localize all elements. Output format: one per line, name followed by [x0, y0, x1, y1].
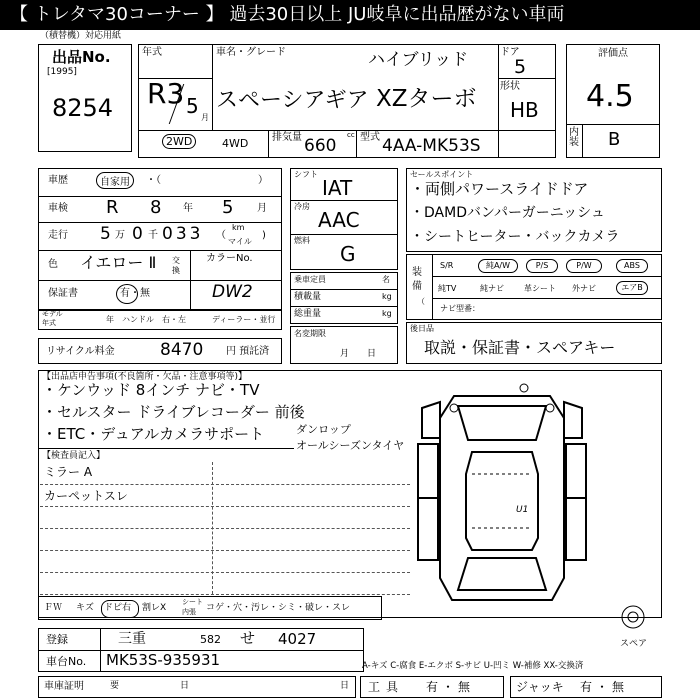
- seller-note-2: ・セルスター ドライブレコーダー 前後: [42, 403, 305, 421]
- equip-alloy: 純A/W: [478, 259, 518, 273]
- chassis-value: MK53S-935931: [106, 651, 221, 669]
- mileage-paren: （: [216, 230, 226, 241]
- seller-note-1: ・ケンウッド 8インチ ナビ・TV: [42, 381, 260, 399]
- car-right-mirror: [564, 402, 582, 438]
- proof-box: [38, 676, 356, 698]
- inspection-year: 8: [150, 197, 162, 218]
- registration-number: 4027: [278, 630, 317, 648]
- year-month: 5: [186, 94, 199, 118]
- lot-label: 出品No.: [52, 48, 111, 66]
- mileage-sen: 0: [132, 224, 143, 244]
- name-grade: XZターボ: [376, 86, 477, 112]
- fuel-label: 燃料: [294, 236, 310, 245]
- floor-seat: シート: [182, 598, 203, 606]
- car-diagram: [414, 378, 590, 608]
- attachments-label: 後日品: [410, 324, 434, 333]
- fuel-value: G: [340, 242, 356, 266]
- shape-value: HB: [510, 98, 539, 122]
- score-value: 4.5: [586, 79, 634, 114]
- model-code-value: 4AA-MK53S: [382, 136, 481, 156]
- tools-label: 工具: [368, 680, 405, 694]
- history-dot: ・（: [146, 175, 161, 186]
- sales-point-3: ・シートヒーター・バックカメラ: [410, 229, 620, 245]
- equip-ext-nav: 外ナビ: [572, 284, 596, 293]
- floor-item-3: 割レX: [142, 603, 167, 613]
- inspector-note-1: ミラー A: [44, 465, 93, 479]
- ac-label: 冷房: [294, 202, 310, 211]
- car-body-outline: [440, 396, 564, 600]
- lot-number: 8254: [52, 94, 114, 122]
- proof-v3: 日: [340, 681, 350, 691]
- capacity-unit3: kg: [382, 309, 392, 318]
- inspection-month: 5: [222, 197, 234, 218]
- tools-value: 有・無: [426, 680, 475, 694]
- name-hybrid: ハイブリッド: [368, 50, 469, 70]
- color-code: DW2: [212, 282, 253, 302]
- capacity-label2: 積載量: [294, 292, 322, 302]
- model-code-label: 型式: [360, 132, 380, 143]
- color-tag: 交換: [172, 256, 180, 275]
- recycle-unit: 円 預託済: [226, 346, 270, 357]
- name-change-unit: 月 日: [340, 349, 377, 359]
- mileage-man: 5: [100, 224, 111, 244]
- proof-v2: 日: [180, 681, 190, 691]
- history-close: ）: [258, 175, 268, 186]
- proof-label: 車庫証明: [44, 681, 84, 692]
- inspection-month-unit: 月: [257, 203, 267, 214]
- proof-v1: 要: [110, 681, 120, 691]
- shift-label: シフト: [294, 170, 318, 179]
- equipment-partial: （: [417, 297, 425, 306]
- color-label: 色: [48, 259, 58, 270]
- sales-points-label: セールスポイント: [410, 170, 474, 179]
- floor-item-2: ドピ右: [104, 603, 132, 613]
- seller-note-extra-2: オールシーズンタイヤ: [296, 439, 405, 452]
- car-hood: [458, 406, 546, 440]
- spare-tire-icon: [620, 604, 646, 630]
- floor-defects: コゲ・穴・汚レ・シミ・破レ・スレ: [206, 603, 351, 613]
- name-change-label: 名変期限: [294, 329, 326, 338]
- capacity-unit1: 名: [382, 275, 390, 284]
- registration-label: 登録: [46, 633, 68, 646]
- floor-item-1: キズ: [76, 603, 94, 613]
- mileage-mile: マイル: [228, 237, 252, 246]
- seller-note-3: ・ETC・デュアルカメラサポート: [42, 425, 265, 443]
- color-code-label: カラーNo.: [206, 253, 253, 264]
- displacement-label: 排気量: [272, 132, 302, 143]
- mileage-rest: 033: [162, 224, 204, 244]
- displacement-value: 660: [304, 136, 337, 156]
- equip-leather: 革シート: [524, 284, 556, 293]
- jack-value: 有・無: [580, 680, 629, 694]
- recycle-label: リサイクル料金: [46, 346, 115, 357]
- inspection-year-unit: 年: [183, 203, 193, 214]
- equip-abs: ABS: [616, 259, 648, 273]
- history-label: 車歴: [48, 175, 68, 186]
- inspection-era: R: [106, 197, 119, 218]
- sales-point-2: ・DAMDバンパーガーニッシュ: [410, 205, 605, 221]
- car-left-mirror: [422, 402, 440, 438]
- floor-label: ＦＷ: [44, 603, 63, 613]
- warranty-label: 保証書: [48, 288, 78, 299]
- lot-sub: [1995]: [47, 67, 77, 77]
- year-era: R3: [147, 77, 185, 110]
- ac-value: AAC: [318, 208, 360, 232]
- score-label: 評価点: [598, 48, 628, 59]
- model-year-label1: モデル: [42, 310, 63, 318]
- car-roof: [466, 452, 538, 550]
- damage-legend: A-キズ C-腐食 E-エクボ S-サビ U-凹ミ W-補修 XX-交換済: [362, 661, 584, 671]
- equip-ps: P/S: [526, 259, 558, 273]
- shape-label: 形状: [500, 81, 520, 92]
- mileage-sen-unit: 千: [148, 230, 158, 241]
- capacity-unit2: kg: [382, 292, 392, 301]
- color-value: イエロー Ⅱ: [80, 253, 157, 272]
- sales-point-1: ・両側パワースライドドア: [410, 180, 589, 198]
- equip-pw: P/W: [566, 259, 602, 273]
- registration-class: 582: [200, 633, 221, 646]
- mileage-km: km: [232, 223, 245, 232]
- warranty-value: 有・無: [120, 288, 150, 299]
- seller-notes-label: 【出品店申告事項(不良箇所・欠品・注意事項等)】: [42, 372, 248, 382]
- equipment-label: 装備: [412, 267, 422, 292]
- sheet-note: （積替機）対応用紙: [40, 31, 122, 41]
- mileage-label: 走行: [48, 230, 68, 241]
- recycle-value: 8470: [160, 340, 204, 360]
- inspection-label: 車検: [48, 203, 68, 214]
- drive-4wd: 4WD: [222, 137, 249, 150]
- name-label: 車名・グレード: [216, 47, 286, 58]
- equip-airbag: エアB: [616, 281, 648, 295]
- auction-banner: 【 トレタマ30コーナー 】 過去30日以上 JU岐阜に出品歴がない車両: [0, 0, 700, 30]
- model-year-nen: 年: [106, 315, 114, 324]
- mileage-man-unit: 万: [115, 230, 125, 241]
- capacity-label1: 乗車定員: [294, 275, 326, 284]
- doors-value: 5: [514, 56, 527, 78]
- interior-label: 内装: [569, 127, 579, 148]
- model-year-label2: 年式: [42, 319, 56, 327]
- displacement-unit: cc: [347, 131, 355, 139]
- model-year-dealer: ディーラー・並行: [212, 315, 276, 324]
- jack-label: ジャッキ: [516, 680, 564, 694]
- seller-note-extra-1: ダンロップ: [296, 423, 351, 436]
- registration-pref: 三重: [118, 631, 146, 647]
- attachments-value: 取説・保証書・スペアキー: [424, 338, 616, 357]
- mileage-close: ): [262, 230, 266, 241]
- name-model: スペーシアギア: [216, 88, 369, 113]
- inspector-note-2: カーペットスレ: [44, 489, 128, 503]
- capacity-label3: 総重量: [294, 309, 322, 319]
- diagram-mark: U1: [516, 505, 529, 515]
- doors-label: ドア: [500, 47, 520, 58]
- car-right-side: [566, 444, 586, 560]
- year-month-unit: 月: [201, 113, 209, 122]
- interior-value: B: [608, 129, 621, 150]
- year-label: 年式: [142, 47, 162, 58]
- floor-seat2: 内張: [182, 608, 196, 616]
- equip-nav-model: ナビ型番：: [440, 304, 480, 313]
- registration-kana: せ: [240, 629, 256, 647]
- equip-nav: 純ナビ: [480, 284, 504, 293]
- car-left-side: [418, 444, 438, 560]
- history-value: 自家用: [96, 172, 134, 189]
- model-year-handle: ハンドル 右・左: [122, 315, 186, 324]
- inspector-label: 【検査員記入】: [42, 451, 106, 461]
- shift-value: IAT: [322, 176, 353, 200]
- chassis-label: 車台No.: [46, 655, 87, 668]
- equip-tv: 純TV: [438, 284, 457, 293]
- equip-sr: S/R: [440, 261, 454, 270]
- car-rear: [458, 558, 546, 590]
- drive-2wd: 2WD: [162, 134, 196, 149]
- spare-label: スペア: [620, 639, 648, 649]
